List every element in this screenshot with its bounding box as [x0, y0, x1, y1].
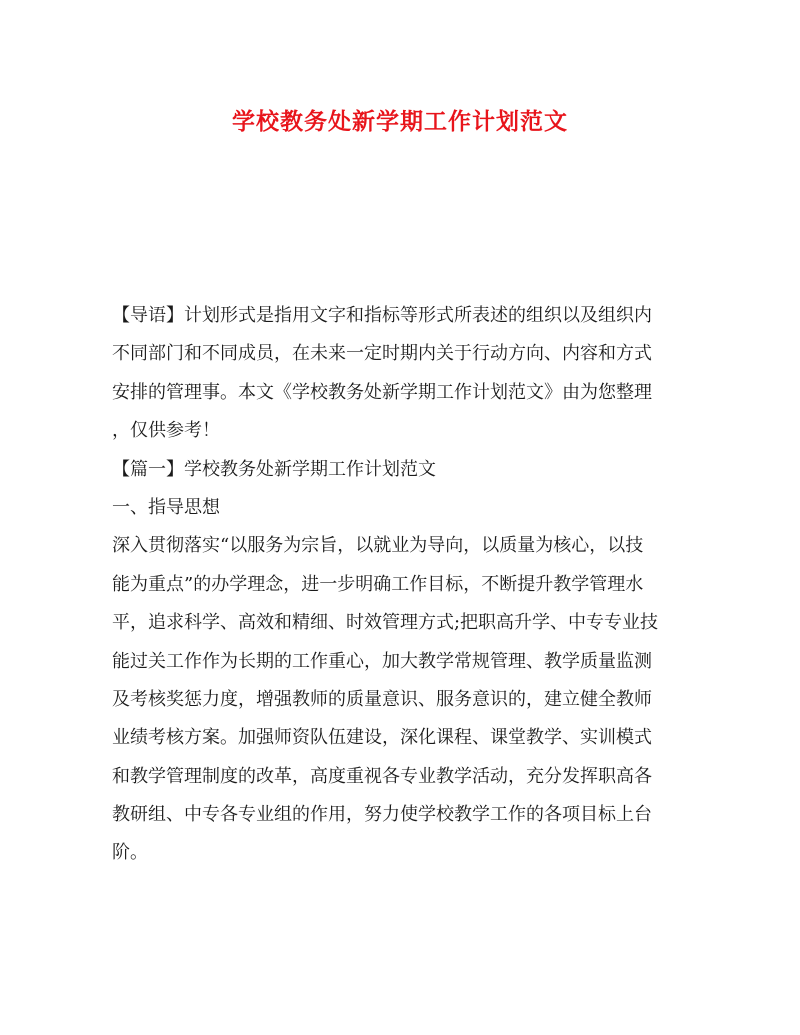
document-body: [112, 297, 692, 873]
paragraph-line: 教研组、中专各专业组的作用，努力使学校教学工作的各项目标上台: [112, 804, 652, 826]
section-heading: 【篇一】学校教务处新学期工作计划范文: [112, 458, 436, 480]
paragraph-line: 深入贯彻落实“以服务为宗旨，以就业为导向，以质量为核心，以技: [112, 535, 644, 557]
intro-line: 【导语】计划形式是指用文字和指标等形式所表述的组织以及组织内: [112, 305, 652, 326]
paragraph-line: 平，追求科学、高效和精细、时效管理方式;把职高升学、中专专业技: [112, 612, 659, 634]
paragraph-line: 和教学管理制度的改革，高度重视各专业教学活动，充分发挥职高各: [112, 765, 652, 787]
intro-line: ，仅供参考！: [112, 420, 220, 442]
paragraph-line: 及考核奖惩力度，增强教师的质量意识、服务意识的，建立健全教师: [112, 688, 652, 710]
subsection-heading: 一、指导思想: [112, 496, 220, 518]
paragraph-line: 业绩考核方案。加强师资队伍建设，深化课程、课堂教学、实训模式: [112, 727, 652, 749]
paragraph-line: 能为重点”的办学理念，进一步明确工作目标，不断提升教学管理水: [112, 573, 644, 595]
intro-line: 安排的管理事。本文《学校教务处新学期工作计划范文》由为您整理: [112, 381, 652, 403]
paragraph-line: 阶。: [112, 842, 148, 864]
intro-line: 不同部门和不同成员，在未来一定时期内关于行动方向、内容和方式: [112, 343, 652, 365]
paragraph-line: 能过关工作作为长期的工作重心，加大教学常规管理、教学质量监测: [112, 650, 652, 672]
document-title: 学校教务处新学期工作计划范文: [232, 108, 568, 135]
